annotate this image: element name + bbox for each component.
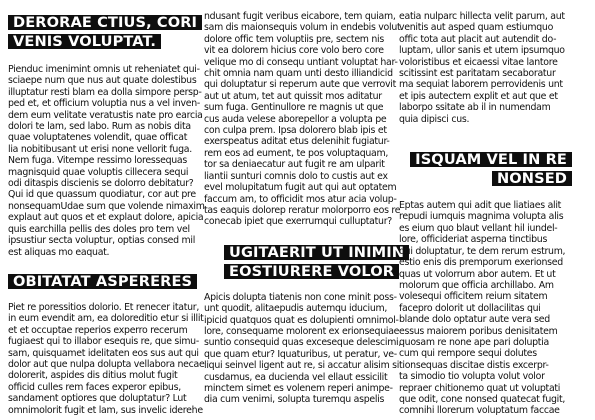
text-line: sciaepe num que nus aut quate dolestibus	[8, 75, 197, 87]
text-line: lia nobitibusant ut erisi none vellorit fuga.	[8, 143, 192, 155]
text-line: facepro dolorit ut dollacilitas qui	[399, 302, 541, 314]
text-line: magnisquid quae voluptis cillecera sequi	[8, 166, 189, 178]
text-line: dolor aut que nulpa doluptа vellabora necae	[8, 358, 205, 370]
text-line: est aliquas mo eaquat.	[8, 246, 110, 258]
text-line: lore, consequame molorent ex erionsequiae	[204, 325, 400, 337]
text-line: aut ut atum, tet aut quissit mos aditatur	[204, 90, 382, 102]
heading-line: OBITATAT ASPERERES	[8, 274, 197, 289]
text-line: omnimolorit fugit et lam, sus invelic iderehe	[8, 404, 203, 416]
text-line: quae voluptatenes volendit, quae officat	[8, 132, 188, 144]
text-line: sam dis maionsequis volum in endebis volut	[204, 22, 401, 34]
text-line: dolori te lam, sed labo. Rum as nobis dita	[8, 121, 191, 133]
text-line: con culpa prem. Ipsa dolorero blab ipis et	[204, 125, 387, 137]
text-line: blande dolo optatur aute vera sed	[399, 314, 550, 326]
text-line: offic tota aut placit aut autendit do-	[399, 33, 557, 45]
text-line: es eium quo blaut vellant hil iundel-	[399, 222, 558, 234]
text-line: minctem simet es volenem reperi animpe-	[204, 382, 393, 394]
text-line: Piet re poressitios dolorio. Et renecer itatur,	[8, 301, 200, 313]
text-line: liantii sunturi comnis dolo to custis aut ex	[204, 170, 388, 182]
text-line: sandament optiores que doluptatur? Lut	[8, 393, 187, 405]
text-line: dolore offic tem voluptiis pre, sectem nis	[204, 33, 384, 45]
heading-line: DERORAE CTIUS, CORI	[8, 15, 202, 30]
text-line: sum fuga. Gentinullore re magnis ut que	[204, 102, 384, 114]
text-line: laborpo ssitate ab il in numendam	[399, 102, 551, 114]
column-2	[204, 0, 405, 406]
text-line: cus auda velese aborepellor a volupta pe	[204, 113, 387, 125]
text-line: unt quodit, alitaepudis autemqu iducium,	[204, 303, 388, 315]
text-line: tor sa deniaecatur aut fugit re am ulparit	[204, 159, 385, 171]
text-line: lore, officideriat asperna tinctibus	[399, 234, 548, 246]
text-line: explaut aut quos et et explaut dolore, apicia	[8, 212, 204, 224]
text-line: velique mo di consequ untiant voluptat har-	[204, 56, 398, 68]
column-3	[399, 0, 578, 417]
text-line: ipicid quatquos quat es dolupienti omnimol-	[204, 314, 399, 326]
text-line: repudi iumquis magnima volupta alis	[399, 211, 564, 223]
heading-obitatat	[8, 271, 193, 290]
text-line: Pienduc imenimint omnis ut reheniatet qui-	[8, 64, 200, 75]
text-line: Qui id que quassum quodiatur, cor aut pre	[8, 189, 196, 201]
paragraph	[8, 64, 205, 258]
text-line: evel molupitatum fugit aut qui aut optatem	[204, 182, 397, 194]
text-line: exerspeatus aditat etus delenihit fugiatur-	[204, 136, 390, 148]
text-line: chit omnia nam quam unti desto illiandicid	[204, 68, 393, 80]
text-line: qui doluptatur, te dem rerum estrum,	[399, 245, 566, 257]
heading-line: UGITAERIT UT INIMIN	[224, 245, 409, 260]
text-line: suntio consequid quas exceseque delescimi,	[204, 337, 402, 349]
paragraph	[399, 11, 578, 125]
heading-line: ISQUAM VEL IN RE	[410, 152, 572, 167]
text-line: sam, quisquamet idelitaten eos sus aut qui	[8, 347, 199, 359]
text-line: Eptas autem qui adit que liatiaes alit	[399, 200, 562, 212]
text-line: voloristibus et eicaessi vitae lantore	[399, 56, 558, 68]
text-line: estio enis dis premporum exerionsed	[399, 257, 563, 269]
text-line: et et occuptae reperios experro recerum	[8, 324, 188, 336]
paragraph	[204, 11, 401, 228]
text-line: fugiaest qui to illabor esequis re, que simu-	[8, 336, 199, 348]
text-line: dia cum venimi, solupta turemqu aspelis	[204, 394, 385, 406]
text-line: venitis aut asped quam estiumquo	[399, 22, 554, 34]
paragraph	[399, 200, 578, 417]
text-line: quosam re none ape pari doluptia	[399, 336, 549, 348]
text-line: tas eaquis dolorep reratur molorporro eos re	[204, 204, 401, 216]
text-line: scitissint est paritatam secaboratur	[399, 68, 556, 80]
text-line: conecab ipiet que exerrumqui culluptatur?	[204, 216, 392, 228]
text-line: que quam etur? Iquaturibus, ut peratur, ve-	[204, 348, 397, 360]
text-line: volesequi officitem reium sitatem	[399, 291, 548, 303]
text-line: in eum evendit am, ea doloreditio etur si illit	[8, 313, 204, 325]
text-line: quis earchilla pellis des doles pro tem vel	[8, 223, 190, 235]
text-line: officid culles rem faces experor epibus,	[8, 381, 181, 393]
text-line: nonsequamUdae sum que volende nimaxim	[8, 200, 205, 212]
heading-derorae	[8, 12, 198, 50]
text-line: molorum que officia archillabo. Am	[399, 279, 554, 291]
text-line: comnihi llorerum voluptatum faccae	[399, 405, 560, 417]
text-line: et ipis autectem explit et aut que et	[399, 90, 558, 102]
heading-isquam	[399, 149, 578, 187]
heading-line: NONSED	[492, 171, 572, 186]
text-line: vit ea dolorem hicius core volo bero core	[204, 45, 384, 57]
text-line: qui doluptatur si reperum aute que verrovit	[204, 79, 396, 91]
text-line: repraer chitionemo quat ut voluptati	[399, 382, 561, 394]
paragraph	[204, 291, 402, 406]
text-line: tionsequas discitae distis excerpr-	[399, 359, 549, 371]
heading-ugitaerit	[204, 242, 405, 280]
text-line: essus maiorem poribus denisitatem	[399, 325, 558, 337]
text-line: Nem fuga. Vitempe ressimo loressequas	[8, 155, 187, 167]
text-line: quas ut volorrum abor autem. Et ut	[399, 268, 556, 280]
column-1	[8, 0, 205, 416]
heading-line: VENIS VOLUPTAT.	[8, 34, 161, 49]
text-line: ta simodio tio volupta volut volor	[399, 371, 545, 383]
paragraph	[8, 301, 205, 416]
text-line: que odit, cone nonsed quatecat fugit,	[399, 393, 566, 405]
text-line: liqui seinvel ligent aut re, si accatur alisim si	[204, 360, 400, 372]
text-line: faccum am, to officidit mos atur acia volup-	[204, 193, 397, 205]
text-line: ped et, et officium voluptia nus a vel inven-	[8, 98, 200, 110]
text-line: ma sequiat laborem perrovidenis unt	[399, 79, 563, 91]
text-line: illuptatur resti blam ea dolla simpore persp-	[8, 86, 202, 98]
text-line: dem eum velitate veratustis nate pro earcia	[8, 109, 203, 121]
text-line: ndusant fugit veribus eicabore, tem quiam,	[204, 11, 396, 22]
text-line: Apicis dolupta tiatenis non cone minit poss-	[204, 291, 397, 303]
text-line: rem eos ad eument, te pos voluptaquam,	[204, 147, 389, 159]
text-line: odi ditaspis discienis se dolorro debitatur?	[8, 178, 194, 190]
text-line: quia dipisci cus.	[399, 113, 470, 125]
text-line: dolorerit, aspides dis ditius molut fugit	[8, 370, 178, 382]
text-line: cusdamus, ea ducienda vel ellaut essicilit	[204, 371, 388, 383]
text-line: ipsustiur secta voluptur, optias consed mil	[8, 235, 196, 247]
text-line: cum qui rempore sequi dolutes	[399, 348, 537, 360]
text-line: eatia nulparc hillecta velit parum, aut	[399, 11, 565, 22]
text-line: luptam, ullor sanis et utem ipsumquo	[399, 45, 565, 57]
heading-line: EOSTIURERE VOLOR	[224, 264, 399, 279]
